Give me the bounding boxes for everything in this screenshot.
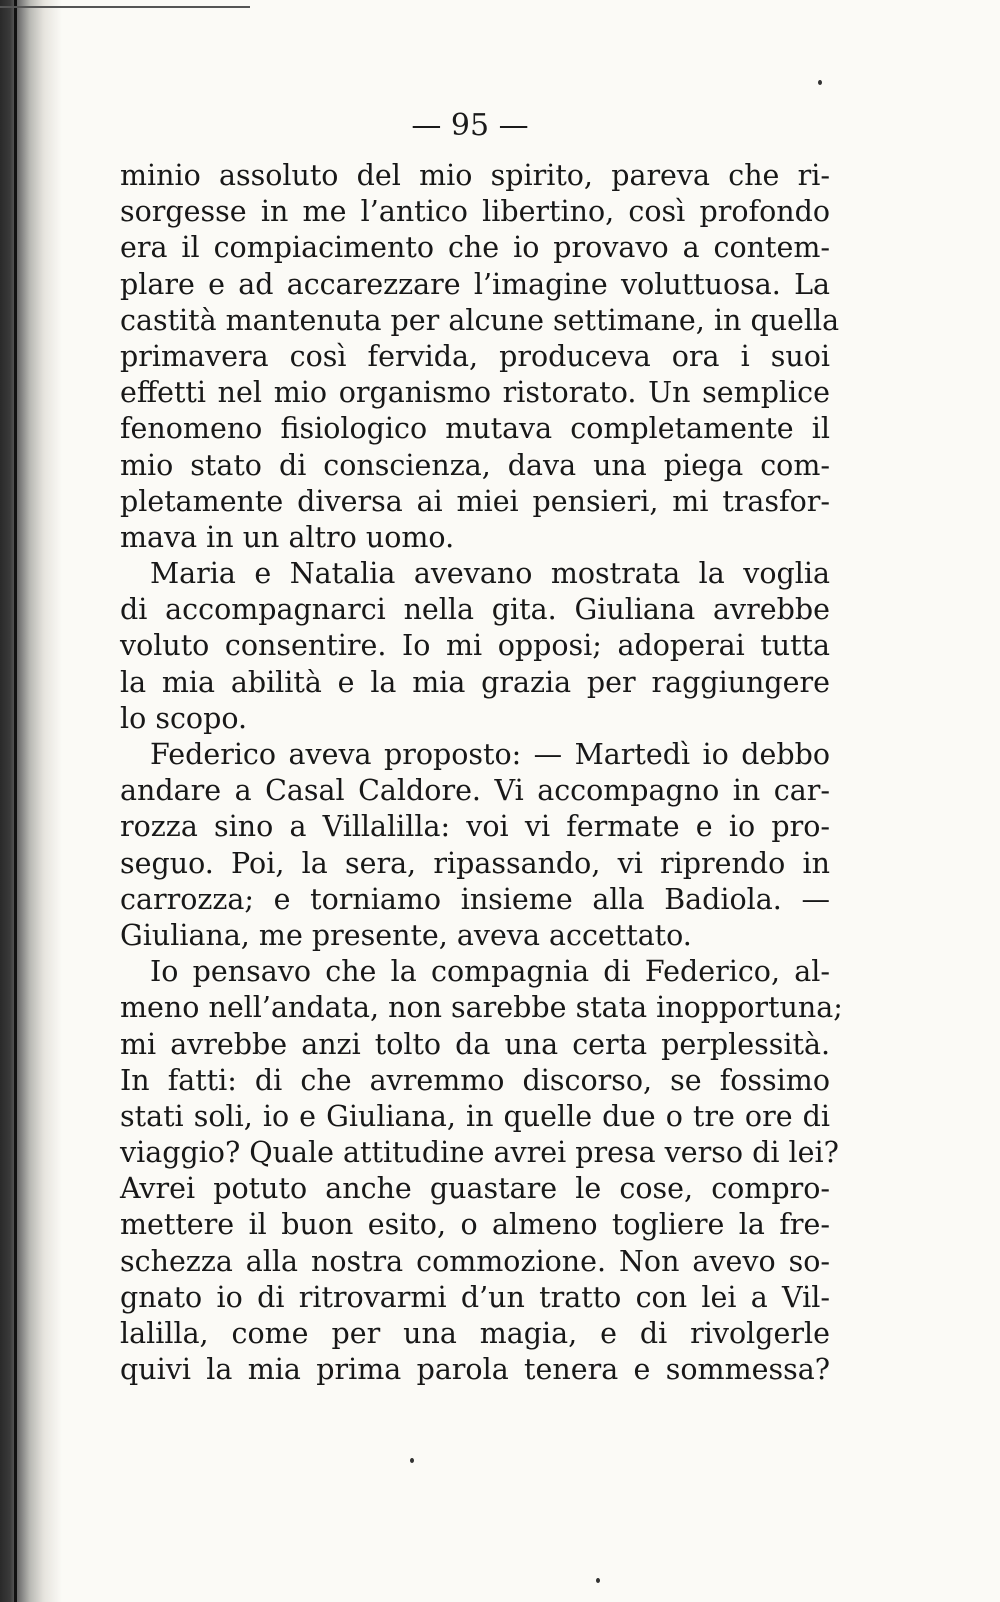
- binding-shadow-line: [14, 0, 17, 1602]
- text-line: mava in un altro uomo.: [120, 520, 455, 554]
- text-line: pletamente diversa ai miei pensieri, mi trasfor-: [120, 484, 830, 518]
- text-line: minio assoluto del mio spirito, pareva che ri-: [120, 159, 830, 192]
- text-line: In fatti: di che avremmo discorso, se fossimo: [120, 1063, 830, 1097]
- scan-speck: [596, 1578, 600, 1583]
- text-line: Avrei potuto anche guastare le cose, compro-: [120, 1172, 830, 1206]
- text-line: primavera così fervida, produceva ora i suoi: [120, 339, 830, 373]
- text-line: fenomeno fisiologico mutava completamente il: [120, 412, 830, 446]
- binding-edge: [0, 0, 62, 1602]
- scan-speck: [410, 1458, 414, 1463]
- text-line: mio stato di conscienza, dava una piega com-: [120, 448, 830, 482]
- text-line: andare a Casal Caldore. Vi accompagno in car-: [120, 774, 830, 808]
- text-line: rozza sino a Villalilla: voi vi fermate e io pro-: [120, 810, 830, 844]
- text-line: Io pensavo che la compagnia di Federico, al-: [150, 955, 830, 989]
- text-line: stati soli, io e Giuliana, in quelle due o tre ore di: [120, 1099, 830, 1133]
- text-line: gnato io di ritrovarmi d’un tratto con lei a Vil-: [120, 1280, 830, 1314]
- text-line: seguo. Poi, la sera, ripassando, vi riprendo in: [120, 846, 830, 880]
- scan-speck: [818, 80, 822, 85]
- text-line: quivi la mia prima parola tenera e sommessa?: [120, 1353, 830, 1387]
- text-line: sorgesse in me l’antico libertino, così profondo: [120, 195, 830, 229]
- text-line: lo scopo.: [120, 701, 248, 735]
- text-line: Giuliana, me presente, aveva accettato.: [120, 918, 692, 952]
- text-line: di accompagnarci nella gita. Giuliana avrebbe: [120, 593, 830, 627]
- text-line: mettere il buon esito, o almeno togliere la fre-: [120, 1208, 830, 1242]
- body-text: [120, 158, 843, 1388]
- text-line: carrozza; e torniamo insieme alla Badiola. —: [120, 882, 830, 916]
- text-line: la mia abilità e la mia grazia per raggiungere: [120, 665, 830, 699]
- text-line: plare e ad accarezzare l’imagine voluttuosa. La: [120, 267, 830, 301]
- text-line: viaggio? Quale attitudine avrei presa verso di lei?: [120, 1136, 839, 1170]
- scan-top-edge: [0, 6, 250, 8]
- text-line: meno nell’andata, non sarebbe stata inopportuna;: [120, 991, 843, 1025]
- text-line: lalilla, come per una magia, e di rivolgerle: [120, 1317, 830, 1350]
- text-line: voluto consentire. Io mi opposi; adoperai tutta: [120, 629, 830, 663]
- text-line: Maria e Natalia avevano mostrata la voglia: [150, 557, 830, 591]
- text-line: effetti nel mio organismo ristorato. Un semplice: [120, 376, 830, 410]
- page-number: — 95 —: [411, 108, 529, 143]
- text-line: mi avrebbe anzi tolto da una certa perplessità.: [120, 1027, 830, 1061]
- text-line: Federico aveva proposto: — Martedì io debbo: [150, 738, 830, 771]
- text-line: castità mantenuta per alcune settimane, in quella: [120, 303, 840, 337]
- text-line: schezza alla nostra commozione. Non avevo so-: [120, 1244, 830, 1278]
- text-line: era il compiacimento che io provavo a contem-: [120, 231, 830, 265]
